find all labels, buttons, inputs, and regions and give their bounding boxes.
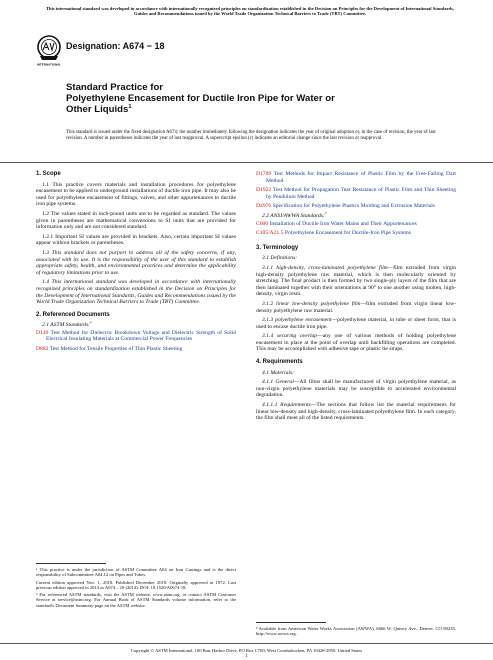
para-2-1-text: 2.1 ASTM Standards: [42, 322, 91, 329]
title-line-2: Polyethylene Encasement for Ductile Iron Pipe for Water or [66, 93, 335, 104]
para-2-1 [36, 322, 236, 329]
para-2-1-footnote-mark: 2 [90, 320, 92, 325]
left-column [36, 171, 236, 356]
scope-heading: 1. Scope [36, 171, 61, 177]
footnote-1: ¹ This practice is under the jurisdiction of ASTM Committee A04 on Iron Castings and is the direct responsibility of Subcommittee A04.12 on Pipes and Tubes. [36, 567, 236, 578]
footnote-rule [36, 563, 106, 564]
referenced-documents-heading: 2. Referenced Documents [36, 311, 110, 318]
terminology-heading: 3. Terminology [256, 244, 299, 251]
para-3-1-2: 3.1.2 linear low-density polyethylene film—film extruded from virgin linear low-density polyethylene raw material. [256, 300, 456, 314]
footnote-2: ² For referenced ASTM standards, visit the ASTM website, www.astm.org, or contact ASTM Customer Service at service@astm.org. For Annual Book of ASTM Standards volume information, refer to the standard's Document Summary page on the ASTM website. [36, 592, 236, 608]
para-2-2 [256, 213, 456, 220]
right-column [256, 171, 456, 425]
title-footnote-mark: 1 [128, 103, 132, 110]
edition-note: This standard is issued under the fixed designation A674; the number immediately following the designation indicates the year of original adoption or, in the case of revision, the year of last revision. A number in parentheses indicates the year of last reapproval. A superscript epsilon (ε) indicates an editorial change since the last revision or reapproval. [66, 130, 436, 141]
para-3-1-3: 3.1.3 polyethylene encasement—polyethylene material, in tube or sheet form, that is used to encase ductile iron pipe. [256, 317, 457, 330]
requirements-heading: 4. Requirements [256, 359, 303, 366]
para-1-4: 1.4 This international standard was developed in accordance with internationally recognized principles on standardization established in the Decision on Principles for the Development of International Standards, Guides and Recommendations issued by the World Trade Organization Technical Barriers to Trade (TBT) Committee. [36, 279, 236, 306]
footnote-1-edition: Current edition approved Nov. 1, 2018. Published December 2018. Originally approved in 1972. Last previous edition approved in 2014 as A674 – 10 (2014). DOI: 10.1520/A0674-18. [36, 579, 236, 590]
title-line-3-text: Other Liquids [66, 104, 129, 115]
para-1-2-1: 1.2.1 Important SI values are provided in brackets. Also, certain important SI values appear without brackets or parentheses. [36, 233, 236, 247]
page-number: 1 [245, 654, 248, 659]
para-4-1: 4.1 Materials: [262, 369, 295, 376]
para-3-1: 3.1 Definitions: [262, 255, 298, 262]
tbt-notice: This international standard was developed in accordance with internationally recognized principles on standardization established in the Decision on Principles for the Development of International Standards, Guides and Recommendations issued by the World Trade Organization Technical Barriers to Trade (TBT) Committee. [45, 6, 455, 17]
para-3-1-1: 3.1.1 high-density, cross-laminated polyethylene film—film extruded from virgin high-density polyethylene raw material, which is then molecularly oriented by stretching. The final product is then formed by two single-ply layers of the film that are then laminated together with their orientations at 90° to one another using molten, high-density, virgin resin. [256, 264, 456, 298]
footer-rule [0, 643, 493, 644]
title-line-1: Standard Practice for [66, 82, 164, 93]
footnote-3: ³ Available from American Water Works Association (AWWA), 6666 W. Quincy Ave., Denver, CO 80235, http://www.awwa.org. [256, 626, 456, 637]
para-2-2-footnote-mark: 3 [324, 211, 327, 216]
para-4-1-1: 4.1.1 General—All films shall be manufactured of virgin polyethylene material, as non-virgin polyethylene materials may be susceptible to accelerated environmental degradation. [256, 379, 456, 399]
reference-d1922[interactable]: D1922 Test Method for Propagation Tear Resistance of Plastic Film and Thin Sheeting by Pendulum Method [256, 187, 456, 200]
para-4-1-1-1: 4.1.1.1 Requirements—The sections that follow list the material requirements for linear low-density and high-density, cross-laminated polyethylene film. In each category, the film shall meet all of the listed requirements. [256, 402, 456, 422]
para-1-1: 1.1 This practice covers materials and installation procedures for polyethylene encasement to be applied to underground installations of ductile iron pipe. It may also be used for polyethylene encasement of fittings, valves, and other appurtenances to ductile iron pipe systems. [36, 181, 236, 208]
footnote-rule-right [256, 622, 326, 623]
reference-d4976[interactable]: D4976 Specification for Polyethylene Plastics Molding and Extrusion Materials [256, 203, 435, 210]
para-3-1-4: 3.1.4 securing overlap—any one of various methods of holding polyethylene encasement in place at the point of overlap until backfilling operations are completed. This may be accomplished with adhesive tape or plastic tie straps. [256, 333, 456, 353]
right-footnotes [256, 622, 456, 639]
reference-c105[interactable]: C105/A21.5 Polyethylene Encasement for Ductile-Iron Pipe Systems [256, 230, 411, 237]
para-2-2-text: 2.2 ANSI/AWWA Standards: [262, 212, 325, 219]
reference-d149[interactable]: D149 Test Method for Dielectric Breakdown Voltage and Dielectric Strength of Solid Electrical Insulating Materials at Commercial Power Frequencies [36, 329, 236, 343]
para-1-2: 1.2 The values stated in inch-pound units are to be regarded as standard. The values given in parentheses are mathematical conversions to SI units that are provided for information only and are not considered standard. [36, 210, 236, 231]
left-footnotes [36, 563, 236, 610]
reference-d882[interactable]: D882 Test Method for Tensile Properties of Thin Plastic Sheeting [36, 346, 183, 353]
astm-logo [36, 34, 62, 68]
reference-c600[interactable]: C600 Installation of Ductile Iron Water Mains and Their Appurtenances [256, 220, 417, 227]
copyright-footer: Copyright © ASTM International, 100 Barr Harbor Drive, PO Box C700, West Conshohocken, PA 19428-2959. United States [130, 648, 363, 653]
designation: Designation: A674 − 18 [66, 41, 165, 51]
logo-text: INTERNATIONAL [36, 62, 62, 67]
header-rule [0, 162, 493, 163]
title-line-3 [66, 104, 446, 115]
para-1-3: 1.3 This standard does not purport to address all of the safety concerns, if any, associated with its use. It is the responsibility of the user of this standard to establish appropriate safety, health, and environmental practices and determine the applicability of regulatory limitations prior to use. [36, 249, 236, 276]
reference-d1709[interactable]: D1709 Test Methods for Impact Resistance of Plastic Film by the Free-Falling Dart Method [256, 171, 456, 184]
document-title [66, 82, 446, 115]
astm-logo-icon [36, 34, 62, 68]
